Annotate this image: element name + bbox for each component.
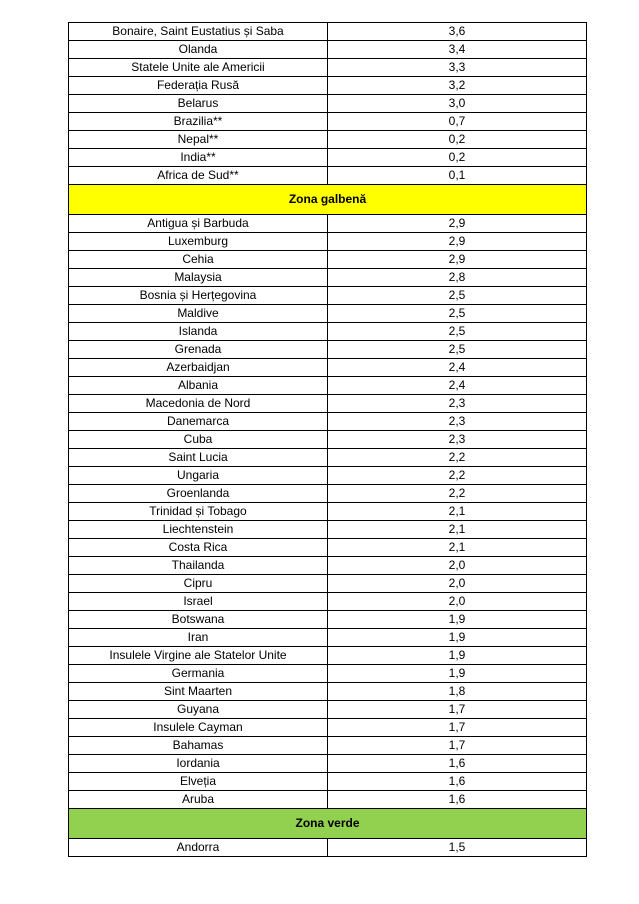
table-row [69,269,587,287]
zone-heading-row [69,185,587,215]
country-cell: Saint Lucia [69,449,328,467]
incidence-value-cell: 2,5 [328,323,587,341]
table-row [69,449,587,467]
country-cell: Liechtenstein [69,521,328,539]
incidence-value-cell: 1,9 [328,629,587,647]
table-row [69,251,587,269]
table-row [69,377,587,395]
table-row [69,467,587,485]
incidence-value-cell: 1,5 [328,839,587,857]
table-row [69,395,587,413]
incidence-value-cell: 2,9 [328,251,587,269]
table-row [69,485,587,503]
table-row [69,41,587,59]
table-row [69,557,587,575]
incidence-value-cell: 0,2 [328,131,587,149]
zone-table [68,22,587,857]
country-cell: Cipru [69,575,328,593]
country-cell: Andorra [69,839,328,857]
incidence-value-cell: 3,0 [328,95,587,113]
country-cell: Israel [69,593,328,611]
table-row [69,719,587,737]
table-row [69,413,587,431]
country-cell: Grenada [69,341,328,359]
table-row [69,95,587,113]
country-cell: Belarus [69,95,328,113]
table-row [69,665,587,683]
country-cell: Bonaire, Saint Eustatius și Saba [69,23,328,41]
country-cell: Sint Maarten [69,683,328,701]
zone-table-body [69,23,587,857]
country-cell: Africa de Sud** [69,167,328,185]
incidence-value-cell: 3,4 [328,41,587,59]
table-row [69,23,587,41]
table-row [69,683,587,701]
incidence-value-cell: 3,3 [328,59,587,77]
incidence-value-cell: 2,5 [328,305,587,323]
table-row [69,593,587,611]
incidence-value-cell: 2,1 [328,539,587,557]
incidence-value-cell: 2,2 [328,449,587,467]
incidence-value-cell: 2,3 [328,431,587,449]
country-cell: Cuba [69,431,328,449]
country-cell: India** [69,149,328,167]
table-row [69,113,587,131]
incidence-value-cell: 1,6 [328,791,587,809]
incidence-value-cell: 2,2 [328,485,587,503]
table-row [69,59,587,77]
country-cell: Groenlanda [69,485,328,503]
zone-heading: Zona verde [69,809,587,839]
incidence-value-cell: 2,4 [328,377,587,395]
zone-heading-row [69,809,587,839]
incidence-value-cell: 3,2 [328,77,587,95]
incidence-value-cell: 2,0 [328,575,587,593]
table-row [69,77,587,95]
incidence-value-cell: 2,3 [328,413,587,431]
country-cell: Statele Unite ale Americii [69,59,328,77]
country-cell: Bosnia și Herțegovina [69,287,328,305]
incidence-value-cell: 0,1 [328,167,587,185]
incidence-value-cell: 1,8 [328,683,587,701]
incidence-value-cell: 1,7 [328,737,587,755]
incidence-value-cell: 2,9 [328,215,587,233]
incidence-value-cell: 3,6 [328,23,587,41]
table-row [69,611,587,629]
table-row [69,839,587,857]
incidence-value-cell: 1,7 [328,701,587,719]
table-row [69,287,587,305]
country-cell: Antigua și Barbuda [69,215,328,233]
incidence-value-cell: 1,9 [328,647,587,665]
table-row [69,167,587,185]
zone-heading: Zona galbenă [69,185,587,215]
incidence-value-cell: 2,3 [328,395,587,413]
country-cell: Costa Rica [69,539,328,557]
country-cell: Thailanda [69,557,328,575]
incidence-value-cell: 0,7 [328,113,587,131]
country-cell: Botswana [69,611,328,629]
country-cell: Iordania [69,755,328,773]
table-row [69,215,587,233]
incidence-value-cell: 2,0 [328,593,587,611]
country-cell: Maldive [69,305,328,323]
incidence-value-cell: 1,9 [328,611,587,629]
country-cell: Iran [69,629,328,647]
incidence-value-cell: 2,0 [328,557,587,575]
country-cell: Insulele Virgine ale Statelor Unite [69,647,328,665]
table-row [69,701,587,719]
incidence-value-cell: 2,4 [328,359,587,377]
table-row [69,755,587,773]
table-row [69,359,587,377]
incidence-value-cell: 2,5 [328,341,587,359]
table-row [69,131,587,149]
country-cell: Trinidad și Tobago [69,503,328,521]
table-row [69,323,587,341]
country-cell: Danemarca [69,413,328,431]
table-row [69,629,587,647]
table-row [69,521,587,539]
incidence-value-cell: 0,2 [328,149,587,167]
country-cell: Nepal** [69,131,328,149]
country-cell: Bahamas [69,737,328,755]
table-row [69,341,587,359]
table-row [69,539,587,557]
country-cell: Brazilia** [69,113,328,131]
country-cell: Cehia [69,251,328,269]
table-row [69,233,587,251]
country-cell: Malaysia [69,269,328,287]
country-cell: Guyana [69,701,328,719]
table-row [69,431,587,449]
table-row [69,305,587,323]
incidence-value-cell: 2,8 [328,269,587,287]
table-row [69,737,587,755]
country-cell: Insulele Cayman [69,719,328,737]
incidence-value-cell: 1,9 [328,665,587,683]
table-row [69,647,587,665]
country-cell: Islanda [69,323,328,341]
table-row [69,503,587,521]
country-cell: Federația Rusă [69,77,328,95]
incidence-value-cell: 2,2 [328,467,587,485]
incidence-value-cell: 1,7 [328,719,587,737]
incidence-value-cell: 1,6 [328,773,587,791]
incidence-value-cell: 1,6 [328,755,587,773]
country-cell: Elveția [69,773,328,791]
country-cell: Albania [69,377,328,395]
country-cell: Germania [69,665,328,683]
table-row [69,149,587,167]
incidence-value-cell: 2,9 [328,233,587,251]
incidence-value-cell: 2,1 [328,521,587,539]
country-cell: Luxemburg [69,233,328,251]
table-row [69,791,587,809]
country-cell: Aruba [69,791,328,809]
country-cell: Olanda [69,41,328,59]
table-row [69,773,587,791]
incidence-value-cell: 2,5 [328,287,587,305]
incidence-value-cell: 2,1 [328,503,587,521]
table-row [69,575,587,593]
country-cell: Macedonia de Nord [69,395,328,413]
country-cell: Ungaria [69,467,328,485]
country-cell: Azerbaidjan [69,359,328,377]
